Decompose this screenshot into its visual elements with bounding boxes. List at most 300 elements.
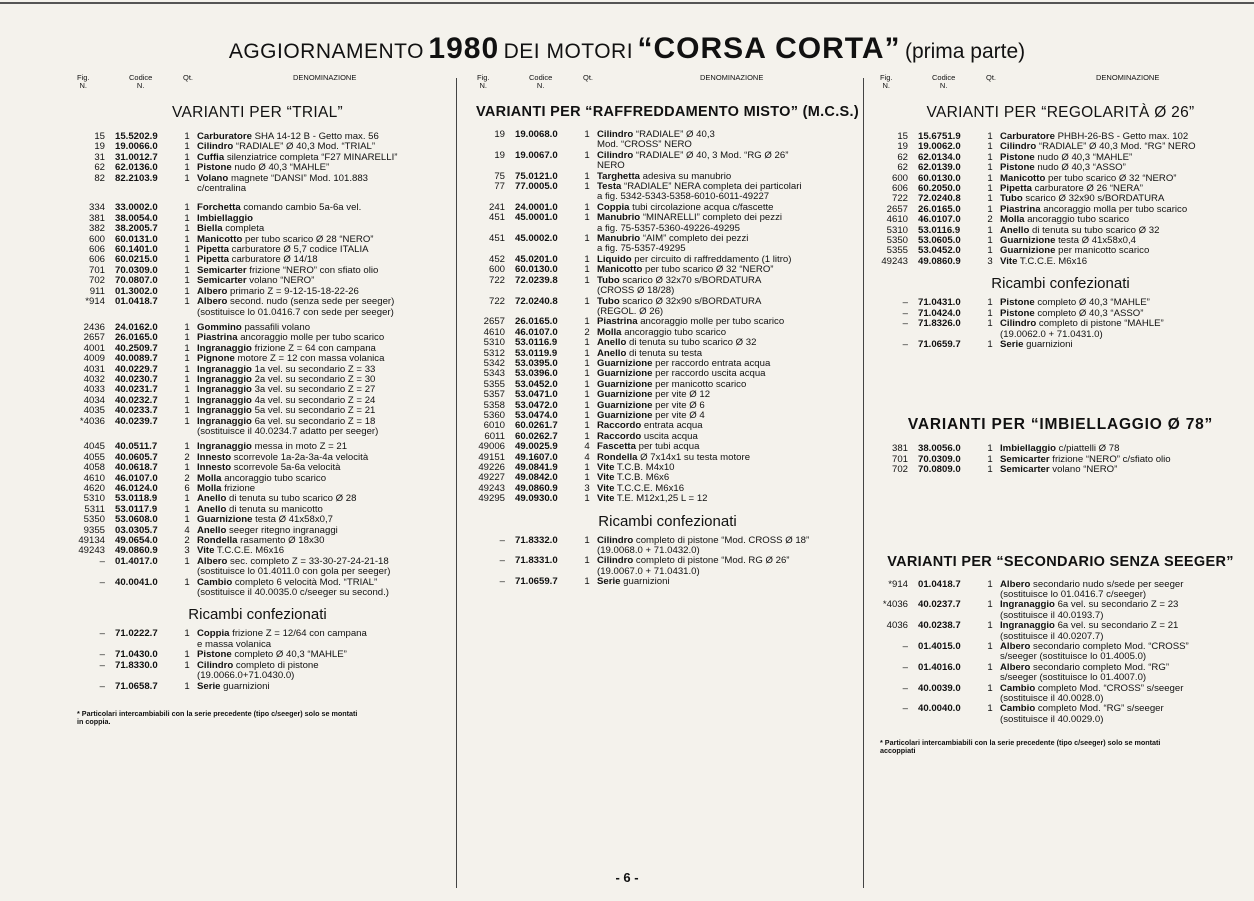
part-details: passafili volano xyxy=(241,321,311,333)
part-code: 40.0089.7 xyxy=(115,353,158,365)
quantity: 4 xyxy=(584,441,590,453)
fig-number: 4009 xyxy=(83,353,105,365)
part-details: 6a vel. su secondario Z = 23 (sostituisce il 40.0193.7) xyxy=(1000,599,1179,621)
part-description xyxy=(1000,663,1253,684)
part-details: secondario nudo s/sede per seeger (sostituisce lo 01.0416.7 c/seeger) xyxy=(1000,578,1184,600)
fig-number: 5355 xyxy=(483,378,505,390)
part-details: 1a vel. su secondario Z = 33 xyxy=(251,363,376,375)
quantity: 1 xyxy=(987,151,993,163)
part-name: Vite xyxy=(597,462,615,473)
fig-number: 4058 xyxy=(83,462,105,474)
spacer xyxy=(868,350,1253,408)
quantity: 1 xyxy=(584,534,590,546)
part-details: sec. completo Z = 33-30-27-24-21-18 (sostituisce lo 01.4011.0 con gola per seeger) xyxy=(197,555,391,578)
part-name: Albero xyxy=(1000,661,1031,673)
part-code: 60.0130.0 xyxy=(515,264,558,276)
part-name: Raccordo xyxy=(597,420,642,432)
part-details: adesiva su manubrio xyxy=(640,170,732,182)
part-name: Albero xyxy=(197,555,228,567)
fig-number: 334 xyxy=(88,202,105,214)
part-code: 77.0005.0 xyxy=(515,181,558,193)
part-details: completo Ø 40,3 “MAHLE” xyxy=(1034,297,1150,309)
part-name: Ingranaggio xyxy=(197,363,252,375)
part-description xyxy=(1000,580,1253,601)
part-row xyxy=(65,174,450,195)
part-details: frizione Z = 64 con campana xyxy=(251,342,376,354)
fig-number: 4036 xyxy=(886,620,908,632)
quantity: 1 xyxy=(184,342,190,354)
fig-number: 62 xyxy=(94,162,105,174)
part-row xyxy=(465,577,870,587)
part-name: Molla xyxy=(197,483,222,494)
part-name: Cilindro xyxy=(597,129,634,140)
part-details: per tubo scarico Ø 32 “NERO” xyxy=(642,264,774,276)
quantity: 1 xyxy=(987,599,993,611)
header-codice: Codice N. xyxy=(129,73,153,90)
part-details: completo di pistone (19.0066.0+71.0430.0) xyxy=(197,659,319,682)
ricambi-confezionati-heading: Ricambi confezionati xyxy=(188,606,327,624)
quantity: 1 xyxy=(987,703,993,715)
part-details: “AIM” completo dei pezzi a fig. 75-5357-49295 xyxy=(597,233,749,255)
quantity: 1 xyxy=(184,332,190,344)
part-code: 38.2005.7 xyxy=(115,223,158,235)
part-details: 2a vel. su secondario Z = 30 xyxy=(251,373,376,385)
part-name: Gommino xyxy=(197,321,242,333)
part-name: Albero xyxy=(197,296,228,308)
fig-number: 722 xyxy=(891,193,908,205)
column-header xyxy=(465,74,870,96)
part-code: 19.0067.0 xyxy=(515,149,558,161)
part-name: Raccordo xyxy=(597,430,642,442)
fig-number: *914 xyxy=(888,578,908,590)
part-details: ancoraggio tubo scarico xyxy=(221,472,327,484)
quantity: 1 xyxy=(584,149,590,161)
part-code: 60.0131.0 xyxy=(115,233,158,245)
part-description xyxy=(1000,684,1253,705)
part-code: 46.0124.0 xyxy=(115,483,158,494)
part-name: Pistone xyxy=(1000,162,1035,174)
fig-number: 5310 xyxy=(83,493,105,505)
part-name: Innesto xyxy=(197,462,232,474)
part-code: 71.0431.0 xyxy=(918,297,961,309)
quantity: 1 xyxy=(584,378,590,390)
part-description xyxy=(197,297,450,318)
part-name: Cilindro xyxy=(597,149,634,161)
fig-number: 5312 xyxy=(483,347,505,359)
part-details: comando cambio 5a-6a vel. xyxy=(240,202,362,214)
part-name: Anello xyxy=(197,493,227,505)
header-denominazione: DENOMINAZIONE xyxy=(1096,73,1160,82)
header-fig: Fig. N. xyxy=(880,73,893,90)
quantity: 1 xyxy=(184,363,190,375)
part-row xyxy=(465,182,870,203)
part-code: 70.0309.0 xyxy=(918,453,961,465)
part-code: 70.0807.0 xyxy=(115,275,158,287)
part-name: Manicotto xyxy=(1000,172,1046,184)
part-name: Tubo xyxy=(597,274,620,286)
part-row xyxy=(465,130,870,151)
quantity: 1 xyxy=(584,472,590,484)
part-details: scarico Ø 32x70 s/BORDATURA (CROSS Ø 18/28) xyxy=(597,274,762,297)
part-description xyxy=(197,557,450,578)
part-code: 46.0107.0 xyxy=(515,326,558,338)
fig-number: 722 xyxy=(488,295,505,307)
fig-number: 49243 xyxy=(478,482,505,494)
part-code: 53.0608.0 xyxy=(115,514,158,526)
part-row xyxy=(868,621,1253,642)
quantity: 1 xyxy=(184,131,190,142)
ricambi-confezionati-heading: Ricambi confezionati xyxy=(598,512,737,530)
fig-number: 4620 xyxy=(83,483,105,494)
fig-number: 4035 xyxy=(83,405,105,417)
fig-number: 62 xyxy=(897,151,908,163)
part-details: di tenuta su tubo scarico Ø 32 xyxy=(1029,224,1160,236)
quantity: 1 xyxy=(184,151,190,163)
fig-number: – xyxy=(499,534,505,546)
quantity: 1 xyxy=(584,399,590,411)
quantity: 1 xyxy=(184,141,190,153)
part-code: 40.0237.7 xyxy=(918,599,961,611)
top-rule xyxy=(0,2,1254,4)
quantity: 1 xyxy=(987,307,993,319)
quantity: 4 xyxy=(584,451,590,463)
part-details: volano “NERO” xyxy=(246,275,315,287)
quantity: 1 xyxy=(987,193,993,205)
fig-number: 5357 xyxy=(483,389,505,401)
part-code: 40.0238.7 xyxy=(918,620,961,632)
part-name: Anello xyxy=(197,524,227,536)
part-name: Anello xyxy=(197,503,227,515)
quantity: 1 xyxy=(184,353,190,365)
part-name: Ingranaggio xyxy=(1000,620,1055,632)
part-details: messa in moto Z = 21 xyxy=(251,441,348,453)
part-name: Pistone xyxy=(197,162,232,174)
part-name: Anello xyxy=(597,337,627,349)
fig-number: 82 xyxy=(94,172,105,184)
quantity: 4 xyxy=(184,524,190,536)
part-description xyxy=(1000,642,1253,663)
part-details: ancoraggio molle per tubo scarico xyxy=(637,316,785,328)
part-row xyxy=(65,661,450,682)
quantity: 1 xyxy=(184,441,190,453)
part-name: Coppia xyxy=(197,628,230,640)
quantity: 1 xyxy=(184,172,190,184)
part-details: per tubo scarico Ø 32 “NERO” xyxy=(1045,172,1177,184)
fig-number: 2657 xyxy=(483,316,505,328)
header-qt: Qt. xyxy=(583,73,594,82)
quantity: 1 xyxy=(987,620,993,632)
quantity: 1 xyxy=(184,493,190,505)
part-code: 71.8332.0 xyxy=(515,534,558,546)
part-code: 71.0658.7 xyxy=(115,680,158,692)
fig-number: 5310 xyxy=(483,337,505,349)
quantity: 1 xyxy=(184,264,190,276)
part-details: T.C.C.E. M6x16 xyxy=(1017,255,1088,267)
part-details: nudo Ø 40,3 “ASSO” xyxy=(1034,162,1126,174)
part-description xyxy=(597,130,870,151)
part-description xyxy=(1000,621,1253,642)
part-name: Semicarter xyxy=(197,275,247,287)
part-code: 46.0107.0 xyxy=(115,472,158,484)
fig-number: – xyxy=(499,555,505,567)
part-row xyxy=(868,257,1253,267)
spacer xyxy=(868,476,1253,546)
part-name: Ingranaggio xyxy=(197,405,252,417)
quantity: 1 xyxy=(184,576,190,588)
part-description xyxy=(197,578,450,599)
fig-number: 4045 xyxy=(83,441,105,453)
part-row xyxy=(465,556,870,577)
part-code: 40.0229.7 xyxy=(115,363,158,375)
fig-number: 600 xyxy=(488,264,505,276)
fig-number: 701 xyxy=(891,453,908,465)
part-details: scarico Ø 32x90 s/BORDATURA (REGOL. Ø 26) xyxy=(597,295,762,317)
fig-number: 19 xyxy=(494,149,505,161)
part-code: 71.0424.0 xyxy=(918,307,961,319)
fig-number: 701 xyxy=(88,264,105,276)
quantity: 1 xyxy=(584,493,590,505)
quantity: 1 xyxy=(584,316,590,328)
quantity: 1 xyxy=(584,368,590,380)
part-code: 71.0430.0 xyxy=(115,649,158,661)
quantity: 2 xyxy=(987,214,993,226)
fig-number: 49243 xyxy=(881,255,908,267)
column-header xyxy=(65,74,450,96)
fig-number: 5310 xyxy=(886,224,908,236)
part-details: secondario completo Mod. “CROSS” s/seeger (sostituisce lo 01.4005.0) xyxy=(1000,640,1189,663)
footnote: * Particolari intercambiabili con la serie precedente (tipo c/seeger) solo se montati accoppiati xyxy=(880,738,1161,756)
part-name: Coppia xyxy=(597,201,630,213)
part-details: 3a vel. su secondario Z = 27 xyxy=(251,384,376,396)
header-codice: Codice N. xyxy=(932,73,956,90)
part-name: Carburatore xyxy=(1000,131,1055,142)
part-name: Serie xyxy=(1000,338,1024,350)
fig-number: 600 xyxy=(891,172,908,184)
part-details: di tenuta su tubo scarico Ø 32 xyxy=(626,337,757,349)
title-part-3: DEI MOTORI xyxy=(503,40,634,63)
part-details: per vite Ø 4 xyxy=(652,409,705,421)
quantity: 1 xyxy=(987,640,993,652)
fig-number: 5350 xyxy=(83,514,105,526)
part-details: SHA 14-12 B - Getto max. 56 xyxy=(251,131,379,142)
part-row xyxy=(65,578,450,599)
part-details: volano “NERO” xyxy=(1049,464,1118,476)
part-code: 33.0002.0 xyxy=(115,202,158,214)
fig-number: 5358 xyxy=(483,399,505,411)
part-details: T.C.B. M4x10 xyxy=(614,462,675,473)
part-name: Semicarter xyxy=(1000,464,1050,476)
part-name: Piastrina xyxy=(1000,203,1041,215)
part-name: Testa xyxy=(597,181,622,193)
part-row xyxy=(465,213,870,234)
part-description xyxy=(1000,600,1253,621)
part-details: per circuito di raffreddamento (1 litro) xyxy=(631,253,792,265)
fig-number: – xyxy=(99,628,105,640)
part-code: 53.0471.0 xyxy=(515,389,558,401)
fig-number: 4055 xyxy=(83,451,105,463)
part-code: 82.2103.9 xyxy=(115,172,158,184)
fig-number: 5355 xyxy=(886,245,908,257)
section-title: VARIANTI PER “REGOLARITÀ Ø 26” xyxy=(926,104,1195,121)
part-description xyxy=(597,276,870,297)
part-details: PHBH-26-BS - Getto max. 102 xyxy=(1054,131,1189,142)
part-code: 49.0025.9 xyxy=(515,441,558,453)
quantity: 1 xyxy=(584,170,590,182)
fig-number: 451 xyxy=(488,233,505,245)
quantity: 1 xyxy=(184,628,190,640)
quantity: 3 xyxy=(987,255,993,267)
part-description xyxy=(1000,319,1253,340)
part-details: frizione “NERO” con sfiato olio xyxy=(246,264,379,276)
fig-number: 49006 xyxy=(478,441,505,453)
part-name: Piastrina xyxy=(197,332,238,344)
quantity: 1 xyxy=(184,514,190,526)
part-details: ancoraggio molla per tubo scarico xyxy=(1040,203,1188,215)
part-code: 31.0012.7 xyxy=(115,151,158,163)
fig-number: 6011 xyxy=(484,430,505,442)
part-name: Cilindro xyxy=(597,534,634,546)
quantity: 1 xyxy=(987,464,993,476)
part-code: 45.0201.0 xyxy=(515,253,558,265)
part-code: 53.0396.0 xyxy=(515,368,558,380)
part-code: 45.0002.0 xyxy=(515,233,558,245)
part-name: Albero xyxy=(1000,578,1031,590)
part-name: Pistone xyxy=(197,649,232,661)
part-details: per tubo scarico Ø 28 “NERO” xyxy=(242,233,374,245)
part-code: 40.0230.7 xyxy=(115,373,158,385)
part-code: 49.0654.0 xyxy=(115,535,158,547)
part-name: Cilindro xyxy=(597,555,634,567)
quantity: 1 xyxy=(184,415,190,427)
part-code: 60.0130.0 xyxy=(918,172,961,184)
part-details: scorrevole 5a-6a velocità xyxy=(231,462,341,474)
fig-number: 4033 xyxy=(83,384,105,396)
quantity: 1 xyxy=(184,212,190,224)
part-code: 26.0165.0 xyxy=(918,203,961,215)
fig-number: – xyxy=(902,682,908,694)
part-name: Manicotto xyxy=(597,264,643,276)
part-details: T.C.C.E. M6x16 xyxy=(614,482,685,494)
part-details: motore Z = 12 con massa volanica xyxy=(234,353,385,365)
part-name: Molla xyxy=(197,472,222,484)
quantity: 1 xyxy=(184,202,190,214)
part-code: 40.0231.7 xyxy=(115,384,158,396)
part-code: 38.0054.0 xyxy=(115,212,158,224)
part-code: 40.0041.0 xyxy=(115,576,158,588)
header-codice: Codice N. xyxy=(529,73,553,90)
part-code: 15.6751.9 xyxy=(918,131,961,142)
part-code: 62.0139.0 xyxy=(918,162,961,174)
part-code: 03.0305.7 xyxy=(115,524,158,536)
part-details: T.E. M12x1,25 L = 12 xyxy=(614,493,708,505)
part-row xyxy=(465,297,870,318)
part-code: 53.0119.9 xyxy=(515,347,558,359)
fig-number: 4031 xyxy=(83,363,105,375)
title-year: 1980 xyxy=(428,32,500,65)
part-details: carburatore Ø 14/18 xyxy=(229,254,318,266)
part-code: 40.0239.7 xyxy=(115,415,158,427)
quantity: 1 xyxy=(584,233,590,245)
part-code: 71.8330.0 xyxy=(115,659,158,671)
part-details: 4a vel. su secondario Z = 24 xyxy=(251,394,376,406)
quantity: 1 xyxy=(987,682,993,694)
header-qt: Qt. xyxy=(986,73,997,82)
part-code: 62.0134.0 xyxy=(918,151,961,163)
quantity: 1 xyxy=(184,680,190,692)
part-details: secondario completo Mod. “RG” s/seeger (sostituisce lo 01.4007.0) xyxy=(1000,661,1170,684)
header-fig: Fig. N. xyxy=(77,73,90,90)
fig-number: – xyxy=(99,659,105,671)
part-name: Pistone xyxy=(1000,151,1035,163)
part-description xyxy=(597,151,870,172)
part-name: Guarnizione xyxy=(597,378,653,390)
part-name: Manubrio xyxy=(597,233,641,245)
part-name: Cilindro xyxy=(1000,141,1037,153)
part-description xyxy=(197,629,450,650)
fig-number: – xyxy=(499,576,505,588)
part-row xyxy=(868,465,1253,475)
part-details: Ø 7x14x1 su testa motore xyxy=(637,451,751,463)
part-code: 40.0039.0 xyxy=(918,682,961,694)
fig-number: 5350 xyxy=(886,235,908,247)
quantity: 1 xyxy=(584,295,590,307)
fig-number: 19 xyxy=(897,141,908,153)
fig-number: 15 xyxy=(94,131,105,142)
quantity: 1 xyxy=(987,183,993,195)
part-name: Pignone xyxy=(197,353,235,365)
part-details: di tenuta su tubo scarico Ø 28 xyxy=(226,493,357,505)
fig-number: – xyxy=(99,555,105,567)
part-details: carburatore Ø 26 “NERA” xyxy=(1032,183,1143,195)
part-details: scorrevole 1a-2a-3a-4a velocità xyxy=(231,451,369,463)
part-details: rasamento Ø 18x30 xyxy=(237,535,325,547)
part-name: Guarnizione xyxy=(197,514,253,526)
part-details: completo Ø 40,3 “ASSO” xyxy=(1034,307,1144,319)
part-row xyxy=(65,297,450,318)
fig-number: 5343 xyxy=(483,368,505,380)
part-row xyxy=(465,276,870,297)
part-code: 49.0841.9 xyxy=(515,462,558,473)
part-name: Ingranaggio xyxy=(197,384,252,396)
part-name: Molla xyxy=(1000,214,1025,226)
quantity: 1 xyxy=(584,555,590,567)
part-code: 49.0860.9 xyxy=(115,545,158,557)
part-row xyxy=(868,319,1253,340)
part-details: ancoraggio molle per tubo scarico xyxy=(237,332,385,344)
section-title: VARIANTI PER “TRIAL” xyxy=(171,104,344,121)
fig-number: 4032 xyxy=(83,373,105,385)
quantity: 2 xyxy=(184,535,190,547)
quantity: 6 xyxy=(184,483,190,494)
part-code: 45.0001.0 xyxy=(515,212,558,224)
part-name: Vite xyxy=(597,493,615,505)
quantity: 1 xyxy=(584,274,590,286)
part-row xyxy=(465,536,870,557)
part-code: 53.0118.9 xyxy=(115,493,158,505)
part-name: Semicarter xyxy=(197,264,247,276)
part-details: 6a vel. su secondario Z = 21 (sostituisce il 40.0207.7) xyxy=(1000,620,1179,642)
part-details: per manicotto scarico xyxy=(1055,245,1150,257)
fig-number: 4610 xyxy=(483,326,505,338)
part-name: Ingranaggio xyxy=(197,441,252,453)
part-details: completo 6 velocità Mod. “TRIAL” (sostituisce il 40.0035.0 c/seeger su second.) xyxy=(197,576,389,599)
quantity: 1 xyxy=(987,453,993,465)
part-name: Vite xyxy=(1000,255,1018,267)
part-code: 49.1607.0 xyxy=(515,451,558,463)
part-code: 70.0309.0 xyxy=(115,264,158,276)
section-title: VARIANTI PER “SECONDARIO SENZA SEEGER” xyxy=(887,553,1234,570)
quantity: 1 xyxy=(184,649,190,661)
